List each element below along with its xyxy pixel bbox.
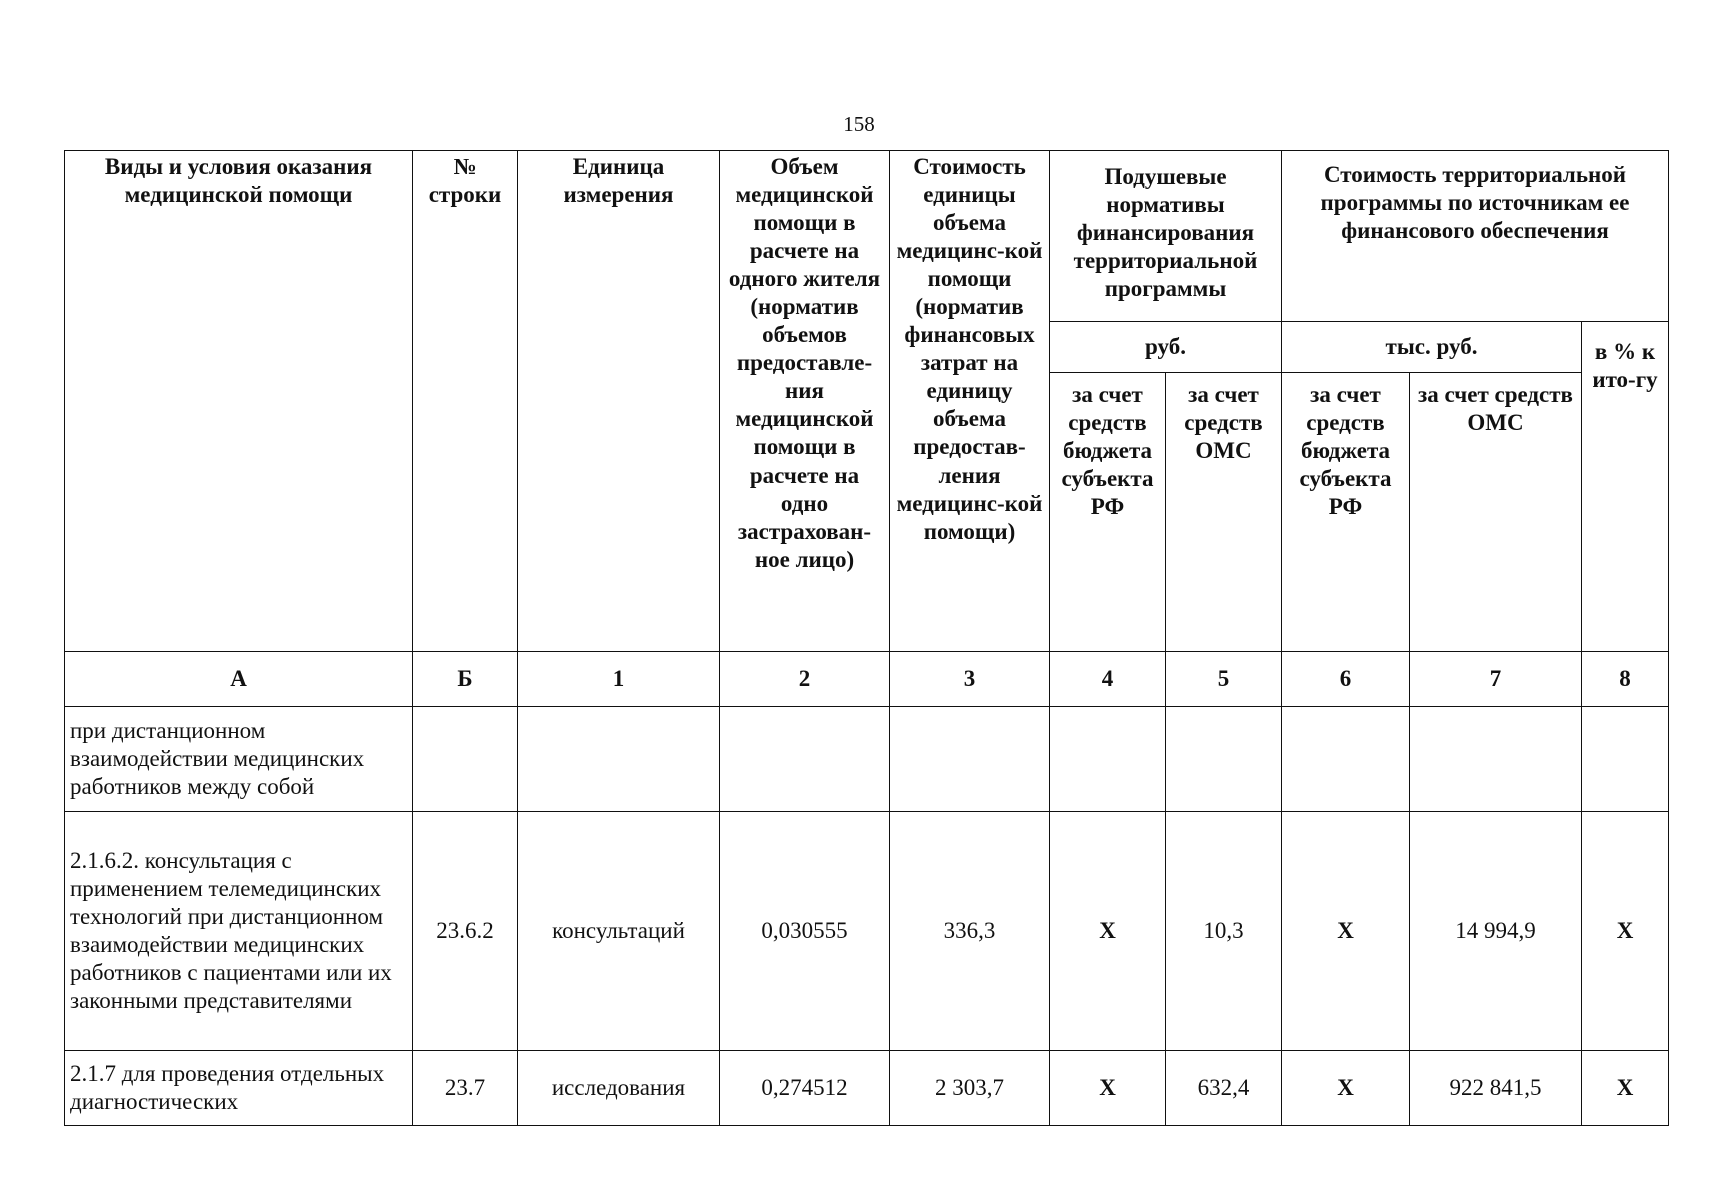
header-unit: Единица измерения: [518, 151, 720, 652]
row-description: 2.1.6.2. консультация с применением телемедицинских технологий при дистанционном взаимодействии медицинских работников с пациентами или их законными представителями: [65, 812, 413, 1051]
row-col7: 922 841,5: [1410, 1051, 1582, 1126]
column-number: 1: [518, 652, 720, 707]
column-number: 7: [1410, 652, 1582, 707]
row-volume: 0,274512: [720, 1051, 890, 1126]
row-number: 23.6.2: [413, 812, 518, 1051]
row-unit: консультаций: [518, 812, 720, 1051]
column-number: 6: [1282, 652, 1410, 707]
column-numbers-row: [65, 652, 1669, 707]
row-number: [413, 707, 518, 812]
row-col5: 632,4: [1166, 1051, 1282, 1126]
row-col4: X: [1050, 1051, 1166, 1126]
row-description: при дистанционном взаимодействии медицинских работников между собой: [65, 707, 413, 812]
column-number: 2: [720, 652, 890, 707]
table-row: [65, 707, 1669, 812]
header-oms-thous: за счет средств ОМС: [1410, 373, 1582, 652]
row-col4: X: [1050, 812, 1166, 1051]
table-row: [65, 1051, 1669, 1126]
header-budget-rub: за счет средств бюджета субъекта РФ: [1050, 373, 1166, 652]
column-number: 3: [890, 652, 1050, 707]
page-number: 158: [843, 112, 875, 136]
row-col5: 10,3: [1166, 812, 1282, 1051]
row-unit: исследования: [518, 1051, 720, 1126]
column-number: А: [65, 652, 413, 707]
row-col8: X: [1582, 812, 1669, 1051]
row-volume: 0,030555: [720, 812, 890, 1051]
row-col8: X: [1582, 1051, 1669, 1126]
header-rub: руб.: [1050, 322, 1282, 373]
header-row-no: № строки: [413, 151, 518, 652]
row-volume: [720, 707, 890, 812]
column-number: 8: [1582, 652, 1669, 707]
program-cost-table: [64, 150, 1669, 1126]
table-row: [65, 812, 1669, 1051]
row-cost: 336,3: [890, 812, 1050, 1051]
header-budget-thous: за счет средств бюджета субъекта РФ: [1282, 373, 1410, 652]
column-number: Б: [413, 652, 518, 707]
header-program-cost: Стоимость территориальной программы по источникам ее финансового обеспечения: [1282, 151, 1669, 322]
row-cost: 2 303,7: [890, 1051, 1050, 1126]
header-thous-rub: тыс. руб.: [1282, 322, 1582, 373]
header-cost: Стоимость единицы объема медицинс-кой помощи (норматив финансовых затрат на единицу объема предостав-ления медицинс-кой помощи): [890, 151, 1050, 652]
row-col4: [1050, 707, 1166, 812]
row-col8: [1582, 707, 1669, 812]
column-number: 4: [1050, 652, 1166, 707]
row-col7: 14 994,9: [1410, 812, 1582, 1051]
row-number: 23.7: [413, 1051, 518, 1126]
row-col6: X: [1282, 812, 1410, 1051]
row-col6: X: [1282, 1051, 1410, 1126]
header-oms-rub: за счет средств ОМС: [1166, 373, 1282, 652]
row-col5: [1166, 707, 1282, 812]
row-unit: [518, 707, 720, 812]
row-col7: [1410, 707, 1582, 812]
row-cost: [890, 707, 1050, 812]
row-col6: [1282, 707, 1410, 812]
header-volume: Объем медицинской помощи в расчете на одного жителя (норматив объемов предоставле-ния медицинской помощи в расчете на одно застрахован-ное лицо): [720, 151, 890, 652]
header-per-capita: Подушевые нормативы финансирования территориальной программы: [1050, 151, 1282, 322]
column-number: 5: [1166, 652, 1282, 707]
header-percent: в % к ито-гу: [1582, 322, 1669, 652]
header-types: Виды и условия оказания медицинской помощи: [65, 151, 413, 652]
row-description: 2.1.7 для проведения отдельных диагностических: [65, 1051, 413, 1126]
